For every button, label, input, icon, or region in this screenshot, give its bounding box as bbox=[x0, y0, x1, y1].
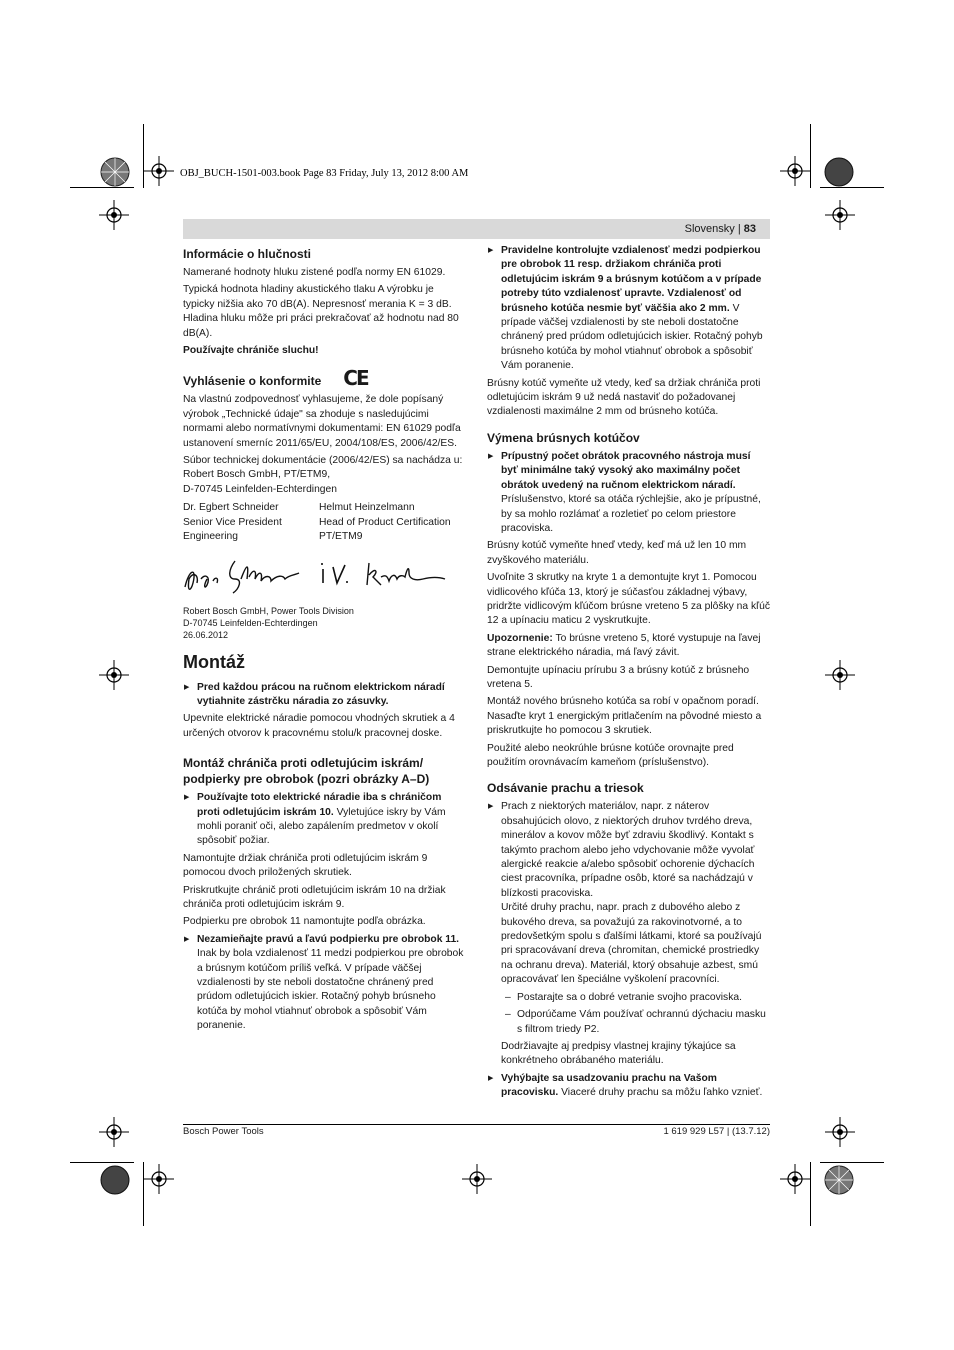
registration-mark-icon bbox=[823, 198, 857, 232]
color-dial-icon bbox=[824, 157, 854, 187]
paragraph: D-70745 Leinfelden-Echterdingen bbox=[183, 483, 337, 495]
paragraph: Používajte chrániče sluchu! bbox=[183, 345, 319, 357]
registration-mark-icon bbox=[778, 154, 812, 188]
paragraph bbox=[487, 632, 770, 661]
warning-bullet: ▶ Pred každou prácou na ručnom elektrickom náradí vytiahnite zástrčku náradia zo zásuvky. bbox=[183, 681, 466, 710]
signature-image bbox=[183, 549, 466, 601]
section-title-row bbox=[183, 366, 466, 391]
signatory-name: Dr. Egbert Schneider bbox=[183, 502, 279, 514]
signatory bbox=[183, 501, 319, 544]
warning-bullet: ▶ Prach z niektorých materiálov, napr. z náterov obsahujúcich olovo, z niektorých druhov tvrdého dreva, minerálov a kovov môže byť zdraviu škodlivý. Kontakt s takýmto prachom alebo jeho vdychovanie môže vyvolať alergické reakcie a/alebo spôsobiť ochorenie dýchacích ciest pracovníka, prípadne osôb, ktoré sa nachádzajú v blízkosti pracoviska. bbox=[487, 800, 770, 901]
bullet-bold: Vyhýbajte sa usadzovaniu prachu na Vašom pracovisku. bbox=[501, 1072, 717, 1099]
color-dial-icon bbox=[100, 1165, 130, 1195]
signatory-role: Head of Product Certification bbox=[319, 516, 451, 528]
crop-mark bbox=[70, 187, 134, 188]
paragraph: Upevnite elektrické náradie pomocou vhodných skrutiek a 4 určených otvorov k pracovnému stolu/k pracovnej doske. bbox=[183, 713, 455, 739]
warning-bullet bbox=[487, 1072, 770, 1101]
registration-mark-icon bbox=[823, 658, 857, 692]
dash-item: – Odporúčame Vám používať ochrannú dýchaciu masku s filtrom triedy P2. bbox=[487, 1008, 770, 1037]
paragraph: Na vlastnú zodpovednosť vyhlasujeme, že dole popísaný výrobok „Technické údaje" sa zhoduje s nasledujúcimi normami alebo normatívnymi dokumentami: EN 61029 podľa ustanovení smerníc 2011/65/EU, 2004/108/ES, 2006/42/ES. bbox=[183, 394, 461, 449]
note-label: Upozornenie: bbox=[487, 632, 553, 644]
bullet-text: Príslušenstvo, ktoré sa otáča rýchlejšie, ako je prípustné, by sa mohlo rozlámať a rozletieť po celom priestore pracoviska. bbox=[501, 494, 761, 534]
paragraph: Namerané hodnoty hluku zistené podľa normy EN 61029. bbox=[183, 267, 446, 278]
paragraph: Brúsny kotúč vymeňte už vtedy, keď sa držiak chrániča proti odletujúcim iskrám 9 už nedá nastaviť do požadovanej vzdialenosti maximálne 2 mm od brúsneho kotúča. bbox=[487, 377, 761, 418]
paragraph: Typická hodnota hladiny akustického tlaku A výrobku je typicky nižšia ako 70 dB(A). Nepresnosť merania K = 3 dB. Hladina hluku môže pri práci prekračovať až hodnotu nad 80 dB(A). bbox=[183, 284, 459, 339]
paragraph: Montáž nového brúsneho kotúča sa robí v opačnom poradí. Nasaďte kryt 1 energickým pritlačením na pôvodné miesto a priskrutkujte ho pomocou 3 skrutiek. bbox=[487, 696, 762, 737]
section-title: Výmena brúsnych kotúčov bbox=[487, 430, 640, 445]
section-title: Montáž chrániča proti odletujúcim iskrám/ podpierky pre obrobok (pozri obrázky A–D) bbox=[183, 756, 430, 787]
signatories bbox=[183, 501, 466, 544]
paragraph: Robert Bosch GmbH, PT/ETM9, bbox=[183, 469, 331, 481]
company-name: Robert Bosch GmbH, Power Tools Division bbox=[183, 605, 354, 616]
color-dial-icon bbox=[100, 157, 130, 187]
section-title: Odsávanie prachu a triesok bbox=[487, 781, 644, 796]
bullet-text: Viaceré druhy prachu sa môžu ľahko vznieť. bbox=[558, 1087, 763, 1099]
paragraph: Uvoľnite 3 skrutky na kryte 1 a demontujte kryt 1. Pomocou vidlicového kľúča 13, ktorý je súčasťou základnej výbavy, pridržte vidlicovým kľúčom brúsne vreteno 5 za plôšky na kľúč 12 a upínaciu maticu 2 vyskrutkujte. bbox=[487, 572, 770, 627]
warning-bullet bbox=[487, 244, 770, 374]
registration-mark-icon bbox=[97, 1115, 131, 1149]
registration-mark-icon bbox=[823, 1115, 857, 1149]
signatory bbox=[319, 501, 455, 544]
header-label bbox=[685, 219, 770, 239]
bullet-text: Inak by bola vzdialenosť 11 medzi podpierkou pre obrobok a brúsnym kotúčom príliš veľká. V prípade väčšej vzdialenosti by ste neboli dostatočne chránený pred prúdom odletujúcich iskier. Rotačný pohyb brúsneho kotúča by mohol vtiahnuť obrobok a spôsobiť Vám poranenie. bbox=[197, 948, 464, 1032]
dash-item: – Postarajte sa o dobré vetranie svojho pracoviska. bbox=[487, 991, 770, 1005]
footer-brand: Bosch Power Tools bbox=[183, 1126, 264, 1137]
chapter-title: Montáž bbox=[183, 651, 245, 672]
note-text: To brúsne vreteno 5, ktoré vystupuje na ľavej strane elektrického náradia, má ľavý závit. bbox=[487, 632, 761, 659]
registration-mark-icon bbox=[142, 1162, 176, 1196]
crop-mark bbox=[70, 1162, 134, 1163]
page-header bbox=[183, 219, 770, 239]
bullet-bold: Používajte toto elektrické náradie iba s chráničom proti odletujúcim iskrám 10. bbox=[197, 792, 442, 818]
crop-mark bbox=[820, 1162, 884, 1163]
footer-divider bbox=[183, 1124, 770, 1125]
registration-mark-icon bbox=[142, 154, 176, 188]
crop-mark bbox=[820, 187, 884, 188]
registration-mark-icon bbox=[778, 1162, 812, 1196]
paragraph: Určité druhy prachu, napr. prach z dubového alebo z bukového dreva, sa považujú za rakovinotvorné, a to predovšetkým spolu s ďalšími látkami, ktoré sa používajú pri spracovávaní dreva (chromitan, chemické prostriedky na ochranu dreva). Materiál, ktorý obsahuje azbest, smú opracovávať len špeciálne vyškolení pracovníci. bbox=[501, 902, 762, 986]
language-label: Slovensky bbox=[684, 223, 735, 235]
book-info: OBJ_BUCH-1501-003.book Page 83 Friday, July 13, 2012 8:00 AM bbox=[180, 168, 469, 179]
footer-doc-number: 1 619 929 L57 | (13.7.12) bbox=[663, 1126, 770, 1137]
section-title: Vyhlásenie o konformite bbox=[183, 374, 322, 389]
bullet-bold: Nezamieňajte pravú a ľavú podpierku pre obrobok 11. bbox=[197, 933, 460, 945]
paragraph: Priskrutkujte chránič proti odletujúcim iskrám 10 na držiak chrániča proti odletujúcim iskrám 9. bbox=[183, 884, 446, 910]
paragraph: Brúsny kotúč vymeňte hneď vtedy, keď má už len 10 mm zvyškového materiálu. bbox=[487, 540, 747, 566]
registration-mark-icon bbox=[460, 1162, 494, 1196]
right-column bbox=[487, 244, 770, 1104]
company-block bbox=[183, 605, 466, 641]
company-address: D-70745 Leinfelden-Echterdingen bbox=[183, 617, 318, 628]
paragraph: Súbor technickej dokumentácie (2006/42/ES) sa nachádza u: bbox=[183, 455, 463, 467]
paragraph: Použité alebo neokrúhle brúsne kotúče orovnajte pred použitím orovnávacím kameňom (príslušenstvo). bbox=[487, 742, 734, 768]
registration-mark-icon bbox=[97, 198, 131, 232]
bullet-bold: Pravidelne kontrolujte vzdialenosť medzi podpierkou pre obrobok 11 resp. držiakom chrániča proti odletujúcim iskrám 9 a brúsnym kotúčom a v prípade potreby túto vzdialenosť upravte. Vzdialenosť od brúsneho kotúča nesmie byť väčšia ako 2 mm. bbox=[501, 245, 762, 314]
bullet-text: Vyletujúce iskry by Vám mohli poraniť oči, alebo zapálením predmetov v okolí spôsobiť požiar. bbox=[197, 806, 446, 847]
signatory-role: Engineering bbox=[183, 531, 238, 543]
ce-mark-icon: CE bbox=[343, 366, 368, 391]
warning-bullet bbox=[183, 791, 466, 849]
paragraph: Demontujte upínaciu prírubu 3 a brúsny kotúč z brúsneho vretena 5. bbox=[487, 664, 750, 690]
warning-bullet bbox=[487, 450, 770, 536]
paragraph: Namontujte držiak chrániča proti odletujúcim iskrám 9 pomocou dvoch priložených skrutiek. bbox=[183, 852, 428, 879]
warning-bullet bbox=[183, 933, 466, 1034]
separator: | bbox=[737, 223, 741, 235]
color-dial-icon bbox=[824, 1165, 854, 1195]
paragraph: Dodržiavajte aj predpisy vlastnej krajiny týkajúce sa konkrétneho obrábaného materiálu. bbox=[501, 1040, 736, 1067]
signatory-role: Senior Vice President bbox=[183, 516, 282, 528]
left-column bbox=[183, 244, 466, 1037]
signatory-name: Helmut Heinzelmann bbox=[319, 502, 415, 514]
bullet-text: V prípade väčšej vzdialenosti by ste neboli dostatočne chránený pred prúdom odletujúcich iskier. Rotačný pohyb brúsneho kotúča by mohol vtiahnuť obrobok a spôsobiť Vám poranenie. bbox=[501, 302, 763, 372]
date: 26.06.2012 bbox=[183, 629, 229, 640]
paragraph: Podpierku pre obrobok 11 namontujte podľa obrázka. bbox=[183, 916, 426, 928]
page-number: 83 bbox=[743, 223, 756, 235]
section-title: Informácie o hlučnosti bbox=[183, 247, 312, 261]
signatory-role: PT/ETM9 bbox=[319, 531, 363, 543]
registration-mark-icon bbox=[97, 658, 131, 692]
bullet-bold: Prípustný počet obrátok pracovného nástroja musí byť minimálne taký vysoký ako maximálny počet obrátok uvedený na ručnom elektrickom náradí. bbox=[501, 450, 751, 491]
